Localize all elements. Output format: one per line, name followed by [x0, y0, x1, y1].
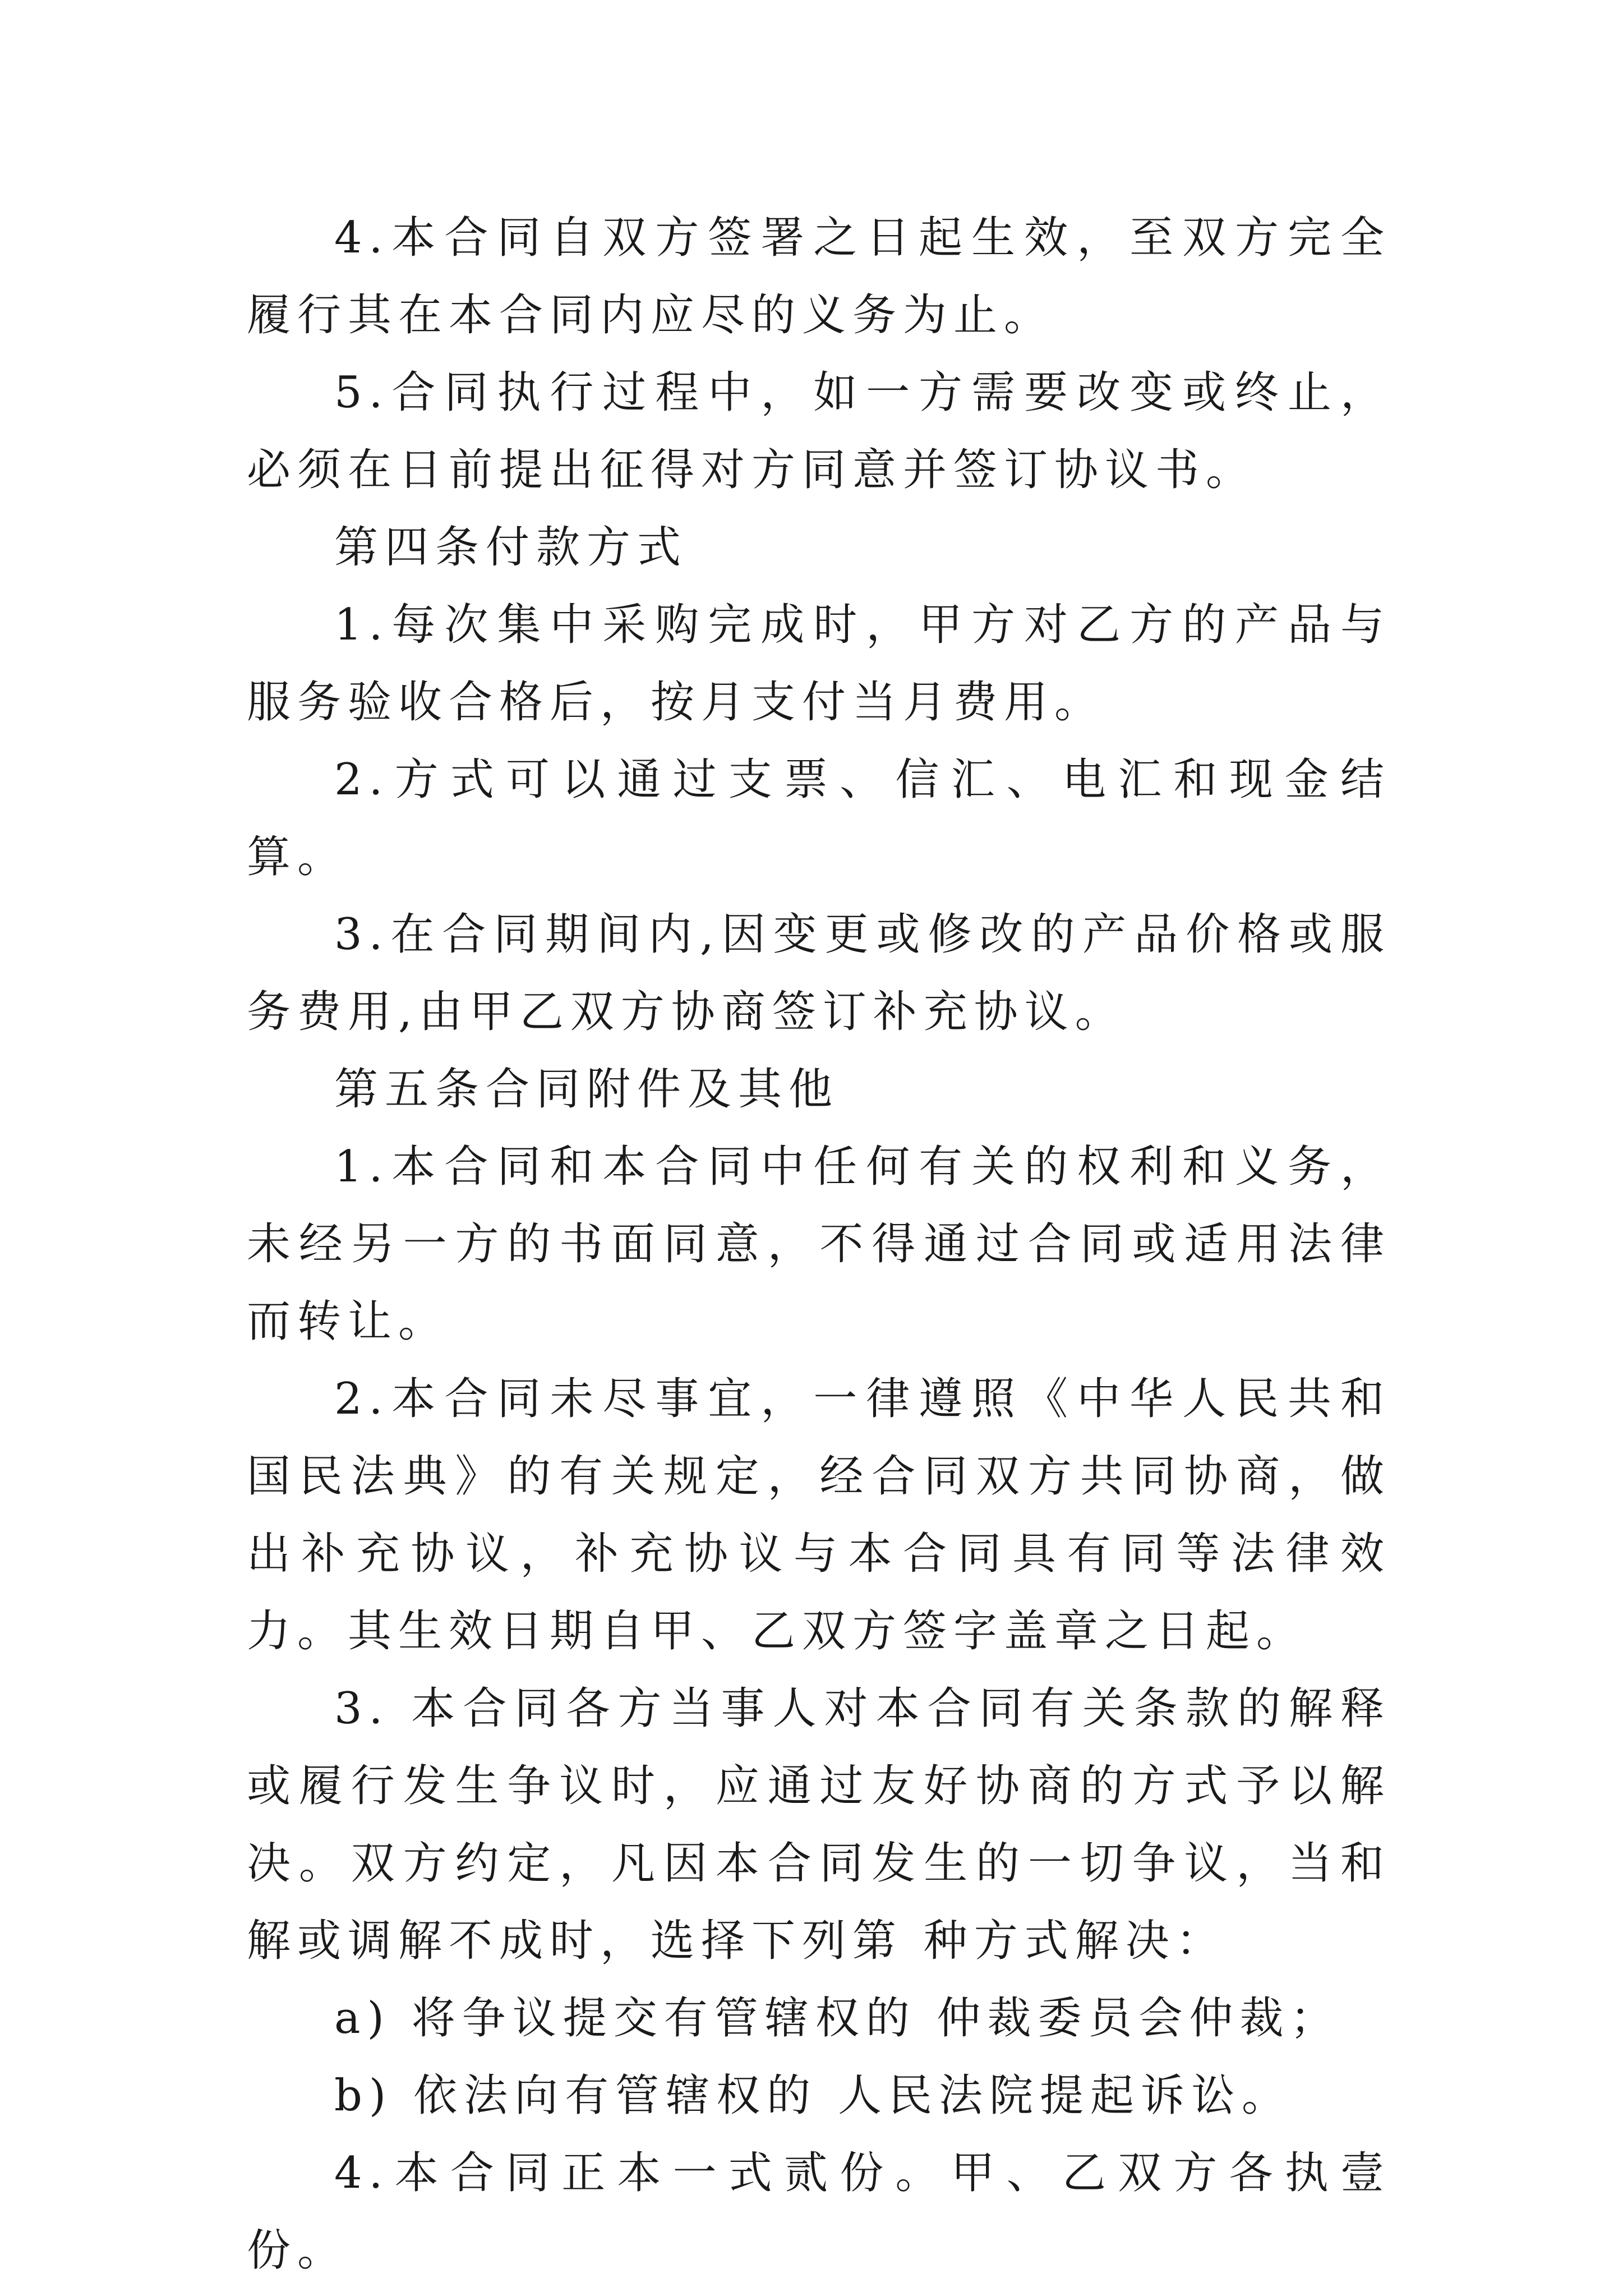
- article-4-heading: 第四条付款方式: [334, 522, 688, 573]
- dispute-option-b: b) 依法向有管辖权的 人民法院提起诉讼。: [334, 2070, 1292, 2121]
- clause-4-1: 1.每次集中采购完成时，甲方对乙方的产品与服务验收合格后，按月支付当月费用。: [247, 600, 1391, 728]
- clause-5-4: 4.本合同正本一式贰份。甲、乙双方各执壹份。: [247, 2148, 1391, 2276]
- clause-3-5: 5.合同执行过程中，如一方需要改变或终止，必须在日前提出征得对方同意并签订协议书。: [247, 367, 1391, 495]
- clause-5-2: 2.本合同未尽事宜，一律遵照《中华人民共和国民法典》的有关规定，经合同双方共同协商，做出补充协议，补充协议与本合同具有同等法律效力。其生效日期自甲、乙双方签字盖章之日起。: [247, 1374, 1391, 1657]
- clause-4-2: 2.方式可以通过支票、信汇、电汇和现金结算。: [247, 754, 1391, 882]
- clause-5-3: 3. 本合同各方当事人对本合同有关条款的解释或履行发生争议时，应通过友好协商的方式予以解决。双方约定，凡因本合同发生的一切争议，当和解或调解不成时，选择下列第 种方式解决：: [247, 1683, 1391, 1966]
- dispute-option-a: a) 将争议提交有管辖权的 仲裁委员会仲裁；: [334, 1993, 1341, 2044]
- clause-4-3: 3.在合同期间内,因变更或修改的产品价格或服务费用,由甲乙双方协商签订补充协议。: [247, 909, 1391, 1037]
- article-5-heading: 第五条合同附件及其他: [334, 1064, 840, 1115]
- document-body: [247, 199, 1391, 2289]
- clause-3-4: 4.本合同自双方签署之日起生效，至双方完全履行其在本合同内应尽的义务为止。: [247, 213, 1391, 341]
- clause-5-1: 1.本合同和本合同中任何有关的权利和义务，未经另一方的书面同意，不得通过合同或适用法律而转让。: [247, 1142, 1391, 1347]
